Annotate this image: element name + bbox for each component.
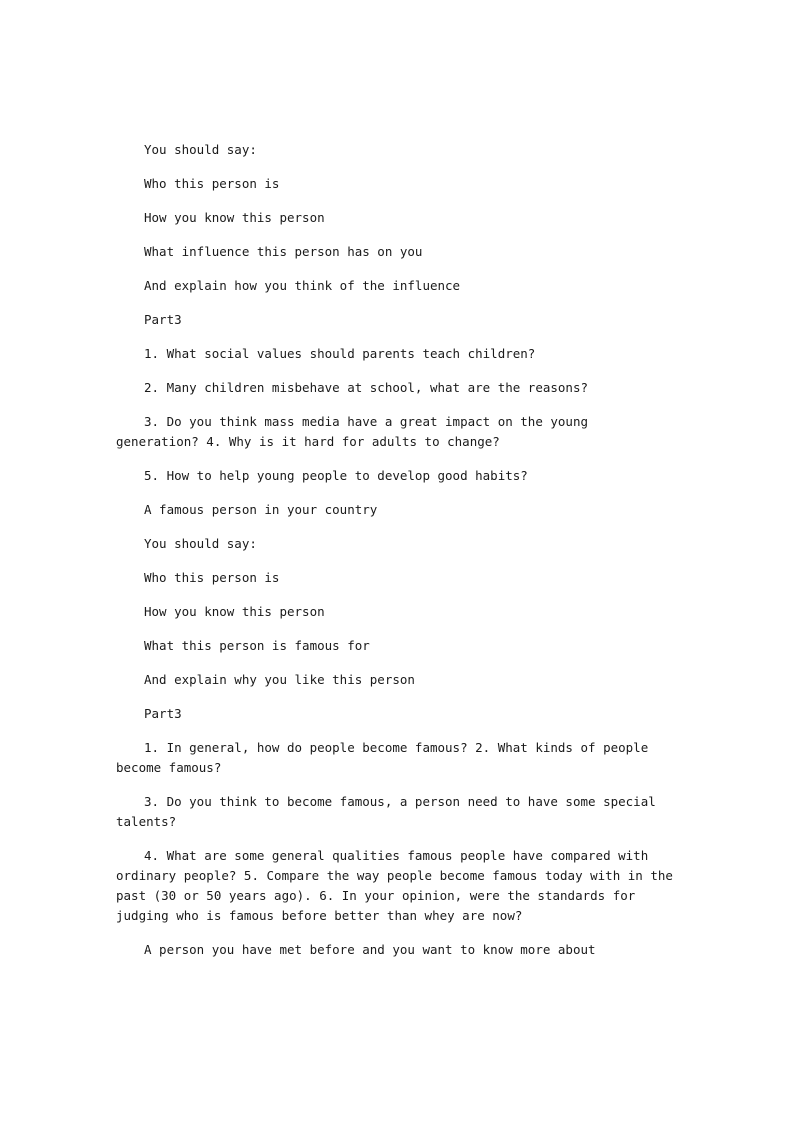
paragraph: What this person is famous for bbox=[144, 638, 370, 653]
question-item: 3. Do you think mass media have a great impact on the young generation? 4. Why is it hard for adults to change? bbox=[116, 414, 589, 449]
question-item: 4. What are some general qualities famous people have compared with ordinary people? 5. Compare the way people become famous today with in the past (30 or 50 years ago). 6. In your opinion, were the standards for judging who is famous before better than whey are now? bbox=[116, 848, 673, 923]
paragraph: And explain why you like this person bbox=[144, 672, 415, 687]
paragraph: Who this person is bbox=[144, 176, 280, 191]
paragraph: And explain how you think of the influence bbox=[144, 278, 461, 293]
paragraph: What influence this person has on you bbox=[144, 244, 423, 259]
question-item: 1. In general, how do people become famous? 2. What kinds of people become famous? bbox=[116, 740, 649, 775]
question-item: 3. Do you think to become famous, a person need to have some special talents? bbox=[116, 794, 656, 829]
section-heading: Part3 bbox=[144, 706, 182, 721]
question-item: 2. Many children misbehave at school, what are the reasons? bbox=[144, 380, 589, 395]
paragraph: You should say: bbox=[144, 536, 257, 551]
question-item: 5. How to help young people to develop good habits? bbox=[144, 468, 528, 483]
paragraph: How you know this person bbox=[144, 604, 325, 619]
topic-title: A famous person in your country bbox=[144, 502, 378, 517]
paragraph: How you know this person bbox=[144, 210, 325, 225]
question-item: 1. What social values should parents teach children? bbox=[144, 346, 536, 361]
section-heading: Part3 bbox=[144, 312, 182, 327]
document-page bbox=[116, 140, 676, 974]
paragraph: Who this person is bbox=[144, 570, 280, 585]
paragraph: You should say: bbox=[144, 142, 257, 157]
topic-title: A person you have met before and you want to know more about bbox=[144, 942, 596, 957]
